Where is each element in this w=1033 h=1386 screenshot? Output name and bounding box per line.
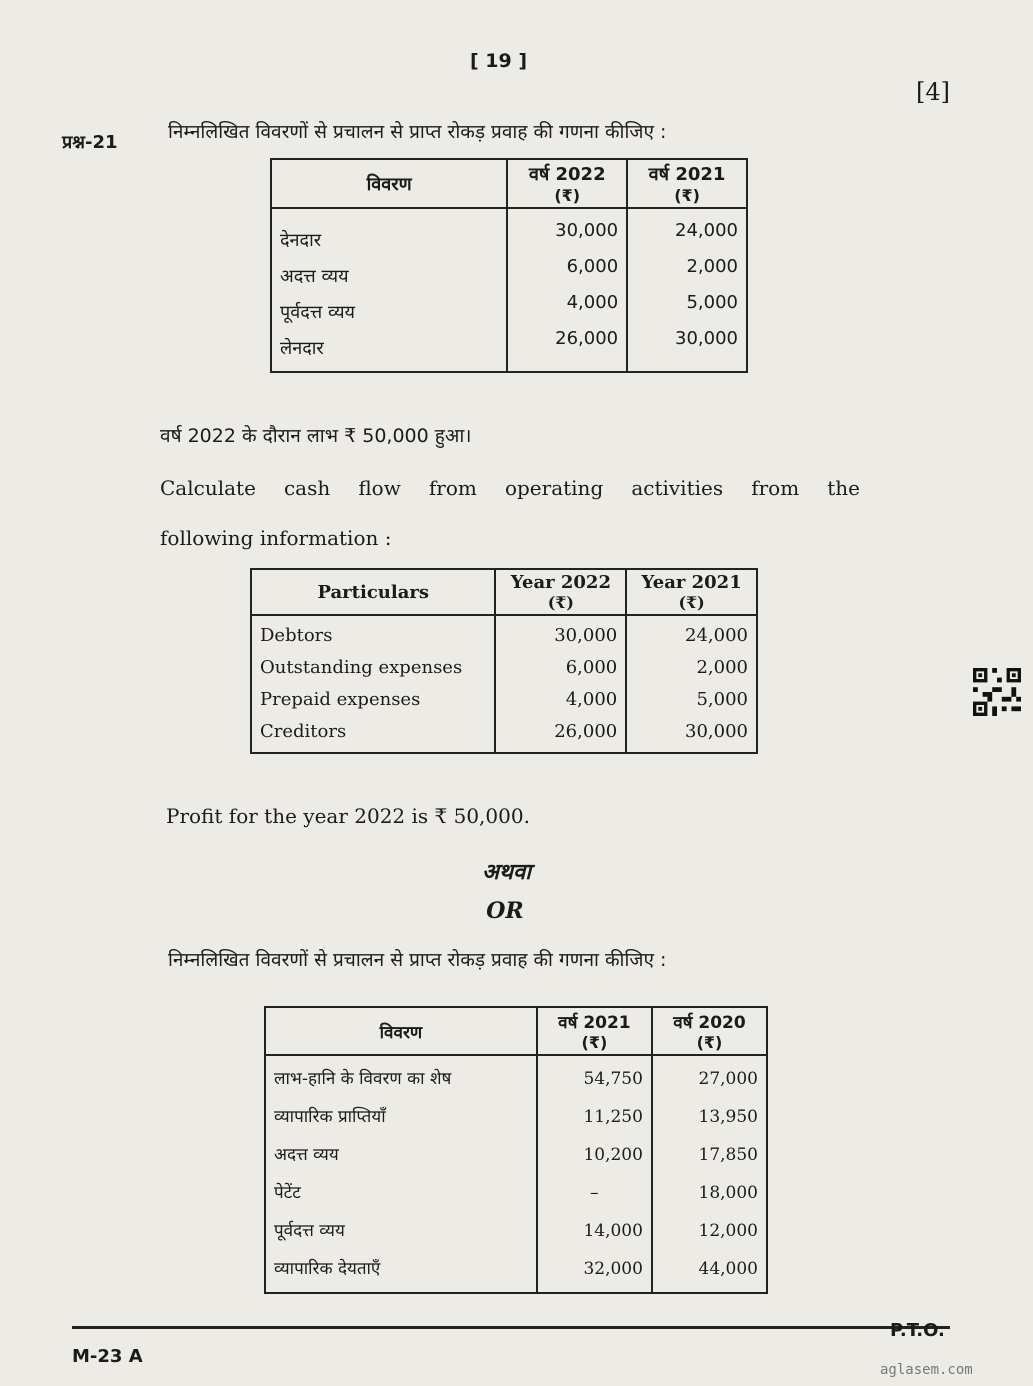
row-value: 6,000 <box>565 657 618 678</box>
table-header-year-2021: वर्ष 2021 (₹) <box>627 159 747 208</box>
row-label: व्यापारिक देयताएँ <box>274 1259 381 1279</box>
hindi-data-table <box>270 158 748 373</box>
question-number: प्रश्न-21 <box>62 132 118 153</box>
row-value: 24,000 <box>675 220 738 241</box>
row-value: 12,000 <box>698 1221 758 1241</box>
row-value: 24,000 <box>685 625 748 646</box>
row-label: लाभ-हानि के विवरण का शेष <box>274 1069 452 1089</box>
profit-statement-english: Profit for the year 2022 is ₹ 50,000. <box>166 804 530 828</box>
row-value: 32,000 <box>583 1259 643 1279</box>
or-separator-hindi: अथवा <box>482 860 531 885</box>
table-header-year-2021: वर्ष 2021 (₹) <box>537 1007 652 1055</box>
row-value: 30,000 <box>554 625 618 646</box>
row-label: अदत्त व्यय <box>280 266 349 287</box>
row-value: 44,000 <box>698 1259 758 1279</box>
row-value: 6,000 <box>566 256 619 277</box>
table-body <box>265 1055 767 1293</box>
row-value: 10,200 <box>583 1145 643 1165</box>
row-value: 26,000 <box>554 721 618 742</box>
row-label: Prepaid expenses <box>260 689 421 710</box>
table-header-year-2022: वर्ष 2022 (₹) <box>507 159 627 208</box>
row-value: 30,000 <box>555 220 619 241</box>
site-watermark: aglasem.com <box>880 1362 973 1378</box>
row-label: अदत्त व्यय <box>274 1145 339 1165</box>
paper-code: M-23 A <box>72 1346 143 1367</box>
row-value: – <box>590 1183 599 1203</box>
alt-data-table <box>264 1006 768 1294</box>
row-value: 27,000 <box>698 1069 758 1089</box>
question-prompt-hindi: निम्नलिखित विवरणों से प्रचालन से प्राप्त रोकड़ प्रवाह की गणना कीजिए : <box>168 121 667 143</box>
row-label: Outstanding expenses <box>260 657 463 678</box>
table-header-particulars: विवरण <box>271 159 507 208</box>
page-turn-note: P.T.O. <box>890 1320 945 1341</box>
row-label: Debtors <box>260 625 333 646</box>
row-label: पेटेंट <box>274 1183 301 1203</box>
row-label: लेनदार <box>280 338 324 359</box>
footer-rule <box>72 1326 950 1329</box>
row-value: 17,850 <box>698 1145 758 1165</box>
row-value: 14,000 <box>583 1221 643 1241</box>
row-value: 2,000 <box>696 657 748 678</box>
table-header-year-2021: Year 2021 (₹) <box>626 569 757 615</box>
row-label: Creditors <box>260 721 347 742</box>
table-body <box>251 615 757 753</box>
row-value: 4,000 <box>565 689 618 710</box>
or-separator-english: OR <box>486 898 524 924</box>
row-value: 5,000 <box>686 292 738 313</box>
row-value: 54,750 <box>583 1069 643 1089</box>
question-marks: [4] <box>916 78 950 106</box>
row-value: 5,000 <box>696 689 748 710</box>
qr-code-icon <box>972 668 1022 716</box>
table-header-particulars: Particulars <box>251 569 495 615</box>
table-header-particulars: विवरण <box>265 1007 537 1055</box>
english-prompt-line-1: Calculate cash flow from operating activities from the <box>160 476 860 500</box>
row-label: पूर्वदत्त व्यय <box>280 302 355 323</box>
page-number: [ 19 ] <box>470 50 528 72</box>
row-label: देनदार <box>280 230 322 251</box>
row-value: 30,000 <box>675 328 738 349</box>
table-header-year-2020: वर्ष 2020 (₹) <box>652 1007 767 1055</box>
profit-statement-hindi: वर्ष 2022 के दौरान लाभ ₹ 50,000 हुआ। <box>160 425 472 447</box>
row-label: पूर्वदत्त व्यय <box>274 1221 345 1241</box>
row-value: 13,950 <box>698 1107 758 1127</box>
row-value: 11,250 <box>583 1107 643 1127</box>
english-data-table <box>250 568 758 754</box>
alt-question-prompt-hindi: निम्नलिखित विवरणों से प्रचालन से प्राप्त रोकड़ प्रवाह की गणना कीजिए : <box>168 949 667 971</box>
table-header-year-2022: Year 2022 (₹) <box>495 569 626 615</box>
row-value: 30,000 <box>685 721 748 742</box>
row-value: 18,000 <box>698 1183 758 1203</box>
english-prompt-line-2: following information : <box>160 526 392 550</box>
table-body <box>271 208 747 372</box>
row-value: 2,000 <box>686 256 738 277</box>
row-value: 26,000 <box>555 328 619 349</box>
row-value: 4,000 <box>566 292 619 313</box>
row-label: व्यापारिक प्राप्तियाँ <box>274 1107 386 1127</box>
